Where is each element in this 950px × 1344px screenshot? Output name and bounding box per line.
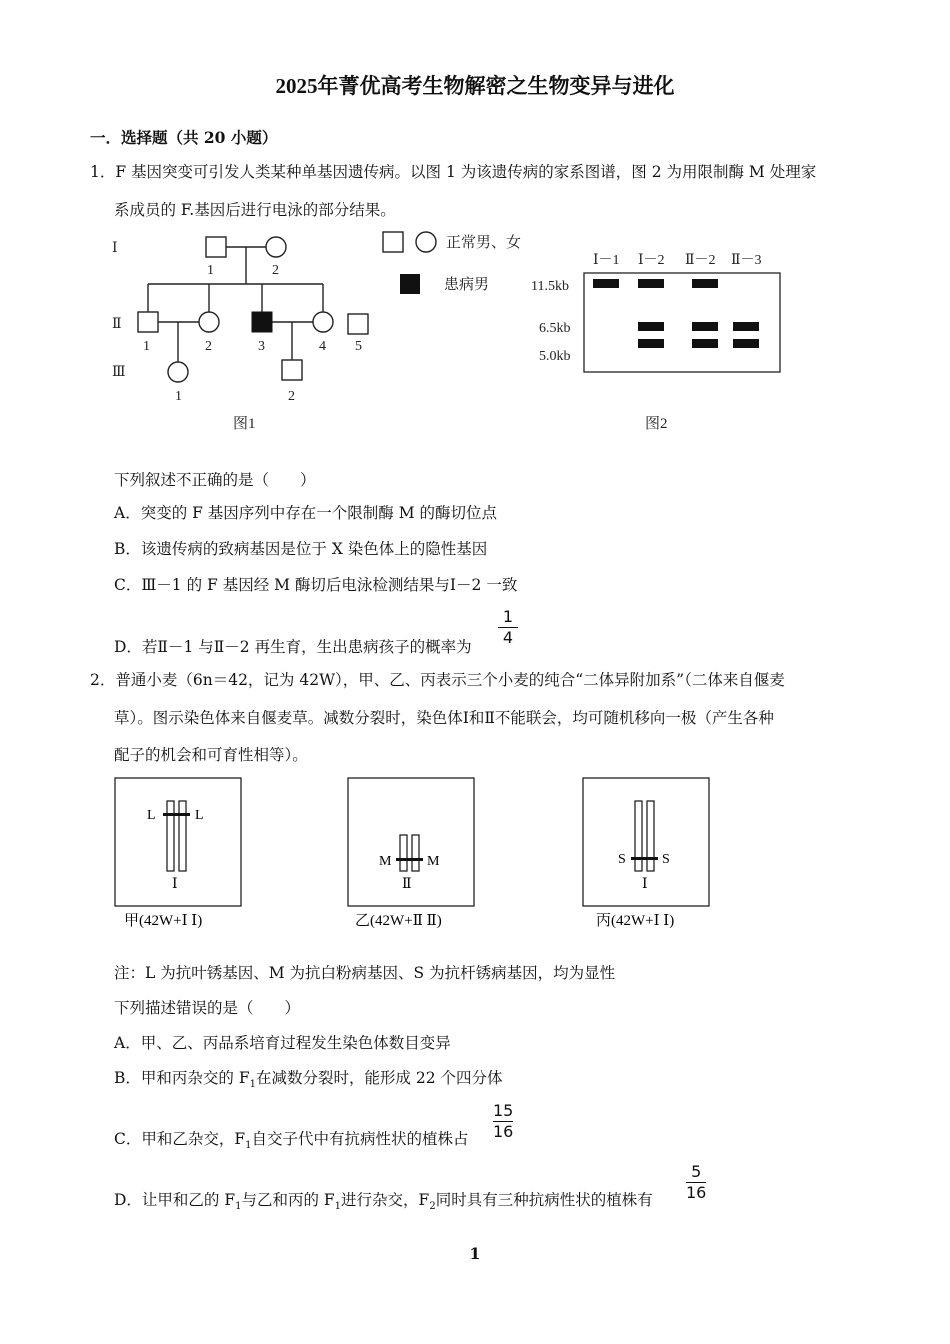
gene-locus-mark: [163, 813, 190, 816]
q1-option-c: C．Ⅲ－1 的 F 基因经 M 酶切后电泳检测结果与Ⅰ－2 一致: [114, 576, 518, 594]
legend-normal-label: 正常男、女: [446, 235, 522, 251]
chromosome-label: Ⅰ: [642, 877, 648, 892]
q1-d-numerator: 1: [502, 607, 514, 626]
figure-caption: 甲(42W+Ⅰ Ⅰ): [124, 913, 203, 929]
q1-option-a: A．突变的 F 基因序列中存在一个限制酶 M 的酶切位点: [114, 504, 498, 522]
gen-label-I: Ⅰ: [112, 241, 118, 256]
q2-option-c: C．甲和乙杂交，$F_1$自交子代中有抗病性状的植株占: [114, 1130, 469, 1152]
lane-label-II-2: Ⅱ－2: [685, 253, 716, 268]
gen-label-III: Ⅲ: [112, 365, 126, 380]
q2-option-b: B．甲和丙杂交的 $F_1$在减数分裂时，能形成 22 个四分体: [114, 1069, 503, 1091]
q2-d-numerator: 5: [691, 1162, 702, 1181]
lane-label-II-3: Ⅱ－3: [731, 253, 762, 268]
band-II-3-6.5kb: [733, 322, 759, 331]
gene-locus-mark: [396, 858, 423, 861]
size-label-6.5kb: 6.5kb: [539, 321, 571, 336]
q2-option-d: D．让甲和乙的 $F_1$与乙和丙的 $F_1$进行杂交，$F_2$同时具有三种抗病性状的植株有: [114, 1191, 653, 1213]
figure-caption: 丙(42W+Ⅰ Ⅰ): [596, 913, 675, 929]
size-label-11.5kb: 11.5kb: [531, 279, 569, 294]
chromosome-left: [400, 835, 407, 871]
band-I-2-11.5kb: [638, 279, 664, 288]
band-II-2-5.0kb: [692, 339, 718, 348]
q2-line1: 2．普通小麦（6n＝42，记为 42W），甲、乙、丙表示三个小麦的纯合“二体异附加系”（二体来自偃麦: [90, 671, 785, 689]
pedigree-II-2-female: [199, 312, 219, 332]
chromosome-left: [635, 801, 642, 871]
band-II-2-11.5kb: [692, 279, 718, 288]
chromosome-label: Ⅱ: [402, 877, 412, 892]
pedigree-legend: [378, 228, 548, 298]
q2-option-a: A．甲、乙、丙品系培育过程发生染色体数目变异: [114, 1034, 451, 1052]
q2-line3: 配子的机会和可育性相等）。: [114, 746, 308, 764]
pedigree-I-1-male: [206, 237, 226, 257]
gene-label-left: L: [147, 808, 156, 823]
pedigree-II-4-female: [313, 312, 333, 332]
figure-caption: 乙(42W+Ⅱ Ⅱ): [355, 913, 442, 929]
gene-label-right: L: [195, 808, 204, 823]
gene-locus-mark: [631, 857, 658, 860]
num-I-1: 1: [207, 263, 214, 278]
pedigree-III-1-female: [168, 362, 188, 382]
chromosome-figure-yi: [345, 775, 485, 935]
gen-label-II: Ⅱ: [112, 317, 122, 332]
legend-affected-label: 患病男: [444, 277, 490, 293]
legend-female-symbol: [416, 232, 436, 252]
page-title: 2025年菁优高考生物解密之生物变异与进化: [275, 74, 675, 98]
q2-c-denominator: 16: [493, 1122, 514, 1141]
num-I-2: 2: [272, 263, 279, 278]
num-II-5: 5: [355, 339, 362, 354]
q2-note: 注：L 为抗叶锈基因、M 为抗白粉病基因、S 为抗杆锈病基因，均为显性: [114, 964, 616, 982]
num-III-1: 1: [175, 389, 182, 404]
band-II-2-6.5kb: [692, 322, 718, 331]
size-label-5.0kb: 5.0kb: [539, 349, 571, 364]
pedigree-figure: [100, 228, 400, 438]
num-II-2: 2: [205, 339, 212, 354]
chromosome-right: [179, 801, 186, 871]
pedigree-III-2-male: [282, 360, 302, 380]
band-I-2-6.5kb: [638, 322, 664, 331]
q1-line2: 系成员的 F.基因后进行电泳的部分结果。: [114, 201, 396, 219]
chromosome-figure-jia: [112, 775, 247, 935]
q1-option-b: B．该遗传病的致病基因是位于 X 染色体上的隐性基因: [114, 540, 488, 558]
gene-label-right: S: [662, 852, 670, 867]
fig1-caption: 图1: [233, 416, 256, 432]
legend-affected-symbol: [400, 274, 420, 294]
chromosome-right: [412, 835, 419, 871]
num-II-3: 3: [258, 339, 265, 354]
q2-stem: 下列描述错误的是（ ）: [114, 999, 301, 1017]
q1-d-denominator: 4: [502, 628, 514, 647]
lane-label-I-1: Ⅰ－1: [593, 253, 620, 268]
chromosome-label: Ⅰ: [172, 877, 178, 892]
gene-label-left: S: [618, 852, 626, 867]
num-II-1: 1: [143, 339, 150, 354]
q1-line1: 1．F 基因突变可引发人类某种单基因遗传病。以图 1 为该遗传病的家系图谱，图 2 为用限制酶 M 处理家: [90, 163, 817, 181]
electrophoresis-figure: [525, 245, 795, 440]
band-II-3-5.0kb: [733, 339, 759, 348]
q2-c-numerator: 15: [493, 1101, 514, 1120]
fig2-caption: 图2: [645, 416, 668, 432]
pedigree-II-5-male: [348, 314, 368, 334]
pedigree-II-1-male: [138, 312, 158, 332]
gene-label-right: M: [427, 854, 440, 869]
page-number: 1: [469, 1244, 481, 1263]
q2-line2: 草）。图示染色体来自偃麦草。减数分裂时，染色体Ⅰ和Ⅱ不能联会，均可随机移向一极（产生各种: [114, 709, 774, 727]
figure-frame: [115, 778, 241, 906]
q2-c-fraction: [493, 1102, 513, 1141]
chromosome-figure-bing: [580, 775, 720, 935]
q2-d-fraction: [686, 1163, 706, 1202]
num-II-4: 4: [319, 339, 326, 354]
pedigree-I-2-female: [266, 237, 286, 257]
q1-option-d: D．若Ⅱ－1 与Ⅱ－2 再生育，生出患病孩子的概率为: [114, 638, 472, 656]
q2-d-denominator: 16: [686, 1183, 707, 1202]
legend-male-symbol: [383, 232, 403, 252]
band-I-2-5.0kb: [638, 339, 664, 348]
chromosome-left: [167, 801, 174, 871]
num-III-2: 2: [288, 389, 295, 404]
band-I-1-11.5kb: [593, 279, 619, 288]
lane-label-I-2: Ⅰ－2: [638, 253, 665, 268]
section-heading: 一．选择题（共 20 小题）: [90, 128, 278, 147]
q1-stem: 下列叙述不正确的是（ ）: [114, 471, 316, 489]
gene-label-left: M: [379, 854, 392, 869]
q1-d-fraction: [498, 608, 518, 647]
chromosome-right: [647, 801, 654, 871]
pedigree-II-3-affected-male: [252, 312, 272, 332]
